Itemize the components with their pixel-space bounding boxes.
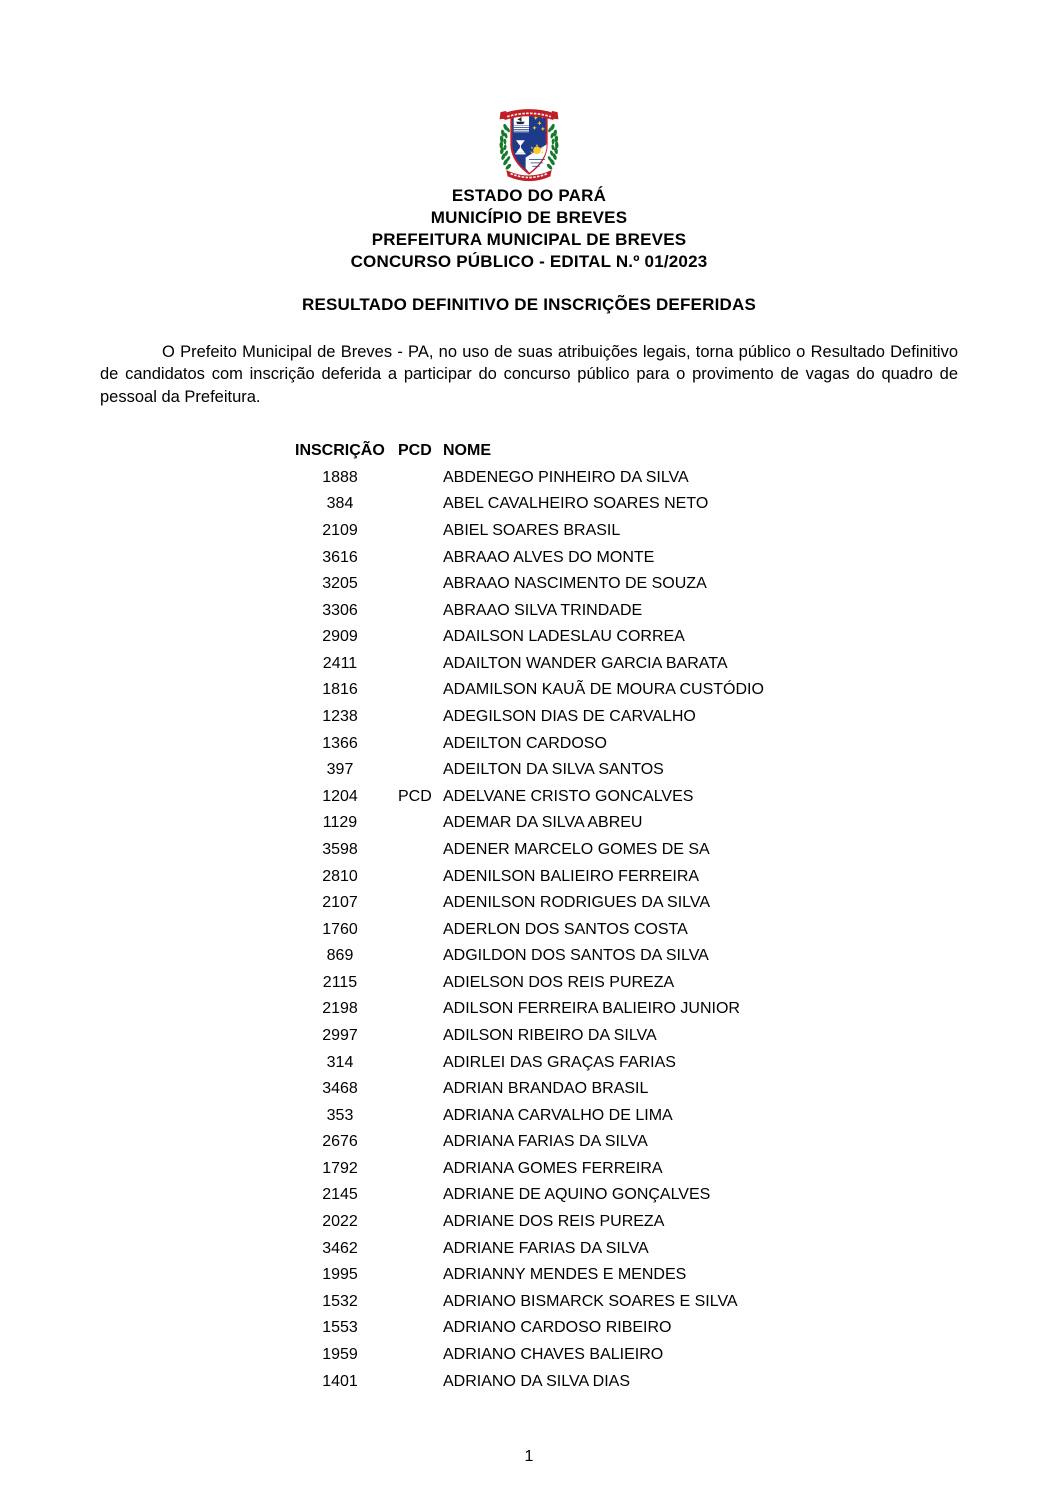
cell-inscricao: 2107	[322, 894, 358, 912]
cell-nome: ADILSON FERREIRA BALIEIRO JUNIOR	[443, 1000, 740, 1018]
cell-inscricao: 1792	[322, 1159, 358, 1177]
cell-nome: ADRIANO CHAVES BALIEIRO	[443, 1345, 664, 1363]
cell-inscricao: 1401	[322, 1372, 358, 1390]
cell-inscricao: 1238	[322, 708, 358, 726]
cell-inscricao: 1129	[322, 814, 358, 832]
table-row	[295, 970, 855, 997]
table-row	[295, 1368, 855, 1395]
table-row	[295, 597, 855, 624]
org-line-prefeitura: PREFEITURA MUNICIPAL DE BREVES	[371, 230, 687, 249]
page-number: 1	[524, 1448, 534, 1465]
column-header-inscricao: INSCRIÇÃO	[295, 442, 385, 460]
cell-inscricao: 1760	[322, 920, 358, 938]
cell-nome: ADELVANE CRISTO GONCALVES	[443, 787, 694, 805]
cell-inscricao: 3306	[322, 601, 358, 619]
cell-nome: ADENILSON RODRIGUES DA SILVA	[443, 894, 711, 912]
column-header-pcd: PCD	[398, 442, 432, 460]
cell-inscricao: 869	[326, 947, 354, 965]
cell-nome: ADEILTON DA SILVA SANTOS	[443, 761, 664, 779]
cell-nome: ADRIANA FARIAS DA SILVA	[443, 1133, 648, 1151]
table-row	[295, 1156, 855, 1183]
org-line-estado: ESTADO DO PARÁ	[451, 186, 607, 205]
cell-nome: ADGILDON DOS SANTOS DA SILVA	[443, 947, 709, 965]
cell-nome: ADENER MARCELO GOMES DE SA	[443, 840, 710, 858]
cell-inscricao: 1366	[322, 734, 358, 752]
table-row	[295, 624, 855, 651]
table-row	[295, 1315, 855, 1342]
cell-nome: ADRIANO CARDOSO RIBEIRO	[443, 1319, 672, 1337]
cell-nome: ABRAAO NASCIMENTO DE SOUZA	[443, 575, 707, 593]
table-row	[295, 651, 855, 678]
cell-nome: ADRIANE DOS REIS PUREZA	[443, 1213, 665, 1231]
table-row	[295, 465, 855, 492]
cell-nome: ADIRLEI DAS GRAÇAS FARIAS	[443, 1053, 676, 1071]
cell-nome: ADRIANE FARIAS DA SILVA	[443, 1239, 649, 1257]
table-row	[295, 677, 855, 704]
intro-paragraph: O Prefeito Municipal de Breves - PA, no uso de suas atribuições legais, torna público o Resultado Definitivo de candidatos com inscrição deferida a participar do concurso público para o provimento de vagas do quadro de pessoal da Prefeitura.	[100, 343, 958, 406]
table-row	[295, 1209, 855, 1236]
table-row	[295, 996, 855, 1023]
cell-nome: ABIEL SOARES BRASIL	[443, 522, 621, 540]
cell-nome: ABRAAO SILVA TRINDADE	[443, 601, 643, 619]
cell-inscricao: 353	[326, 1106, 354, 1124]
cell-inscricao: 2145	[322, 1186, 358, 1204]
table-row	[295, 544, 855, 571]
cell-nome: ADERLON DOS SANTOS COSTA	[443, 920, 688, 938]
cell-nome: ADRIAN BRANDAO BRASIL	[443, 1080, 649, 1098]
cell-inscricao: 384	[326, 495, 354, 513]
registration-table-body	[295, 465, 855, 1395]
table-row	[295, 730, 855, 757]
table-row	[295, 1049, 855, 1076]
table-row	[295, 1076, 855, 1103]
document-header	[0, 185, 1058, 273]
cell-pcd: PCD	[398, 787, 432, 805]
cell-nome: ADEMAR DA SILVA ABREU	[443, 814, 643, 832]
registrations-table	[295, 438, 855, 1395]
cell-nome: ADRIANA GOMES FERREIRA	[443, 1159, 663, 1177]
cell-nome: ADRIANO DA SILVA DIAS	[443, 1372, 631, 1390]
cell-nome: ADENILSON BALIEIRO FERREIRA	[443, 867, 700, 885]
table-row	[295, 1235, 855, 1262]
cell-inscricao: 1995	[322, 1266, 358, 1284]
cell-inscricao: 1816	[322, 681, 358, 699]
document-title: RESULTADO DEFINITIVO DE INSCRIÇÕES DEFERIDAS	[302, 295, 756, 314]
column-header-nome: NOME	[443, 442, 491, 460]
cell-inscricao: 1532	[322, 1292, 358, 1310]
cell-inscricao: 2022	[322, 1213, 358, 1231]
table-row	[295, 1023, 855, 1050]
cell-inscricao: 314	[326, 1053, 354, 1071]
table-row	[295, 863, 855, 890]
cell-nome: ADAILSON LADESLAU CORREA	[443, 628, 685, 646]
table-row	[295, 1129, 855, 1156]
cell-inscricao: 3205	[322, 575, 358, 593]
cell-inscricao: 3462	[322, 1239, 358, 1257]
cell-inscricao: 2810	[322, 867, 358, 885]
cell-nome: ADRIANO BISMARCK SOARES E SILVA	[443, 1292, 738, 1310]
table-row	[295, 1182, 855, 1209]
cell-nome: ADEILTON CARDOSO	[443, 734, 607, 752]
cell-nome: ABDENEGO PINHEIRO DA SILVA	[443, 468, 689, 486]
org-line-municipio: MUNICÍPIO DE BREVES	[430, 208, 628, 227]
table-row	[295, 757, 855, 784]
cell-inscricao: 2198	[322, 1000, 358, 1018]
cell-inscricao: 3616	[322, 548, 358, 566]
cell-inscricao: 1888	[322, 468, 358, 486]
cell-inscricao: 397	[326, 761, 354, 779]
table-row	[295, 916, 855, 943]
cell-inscricao: 2676	[322, 1133, 358, 1151]
cell-inscricao: 2115	[322, 973, 358, 991]
table-row	[295, 1102, 855, 1129]
table-row	[295, 890, 855, 917]
table-row	[295, 837, 855, 864]
table-row	[295, 518, 855, 545]
cell-nome: ADIELSON DOS REIS PUREZA	[443, 973, 675, 991]
cell-nome: ABRAAO ALVES DO MONTE	[443, 548, 655, 566]
cell-nome: ABEL CAVALHEIRO SOARES NETO	[443, 495, 709, 513]
table-row	[295, 704, 855, 731]
breves-coat-of-arms-icon	[487, 102, 571, 186]
cell-inscricao: 1204	[322, 787, 358, 805]
table-row	[295, 1289, 855, 1316]
table-row	[295, 784, 855, 811]
cell-nome: ADILSON RIBEIRO DA SILVA	[443, 1027, 657, 1044]
cell-nome: ADAILTON WANDER GARCIA BARATA	[443, 654, 728, 672]
cell-nome: ADRIANE DE AQUINO GONÇALVES	[443, 1186, 711, 1204]
table-row	[295, 1262, 855, 1289]
cell-inscricao: 2909	[322, 628, 358, 646]
table-row	[295, 1342, 855, 1369]
cell-nome: ADRIANA CARVALHO DE LIMA	[443, 1106, 673, 1124]
cell-inscricao: 1553	[322, 1319, 358, 1337]
cell-inscricao: 2997	[322, 1027, 358, 1044]
table-row	[295, 810, 855, 837]
org-line-concurso: CONCURSO PÚBLICO - EDITAL N.º 01/2023	[350, 252, 708, 271]
cell-nome: ADAMILSON KAUÃ DE MOURA CUSTÓDIO	[443, 681, 764, 699]
cell-nome: ADRIANNY MENDES E MENDES	[443, 1266, 687, 1284]
cell-inscricao: 1959	[322, 1345, 358, 1363]
table-row	[295, 943, 855, 970]
cell-inscricao: 2411	[322, 654, 358, 672]
table-header-row	[295, 438, 855, 465]
cell-inscricao: 3598	[322, 840, 358, 858]
cell-inscricao: 2109	[322, 522, 358, 540]
table-row	[295, 571, 855, 598]
cell-inscricao: 3468	[322, 1080, 358, 1098]
table-row	[295, 491, 855, 518]
cell-nome: ADEGILSON DIAS DE CARVALHO	[443, 708, 696, 726]
